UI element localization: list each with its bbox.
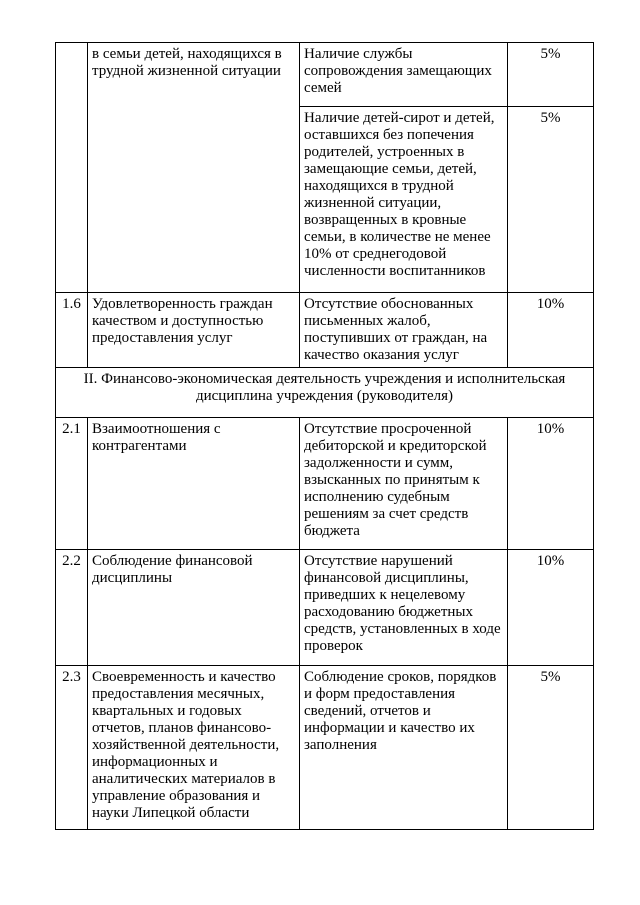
indicator-cell [88,418,300,550]
row-number: 1.6 [56,293,88,368]
percent-cell [508,43,594,107]
percent-cell [508,666,594,830]
criterion-text: Отсутствие обоснованных письменных жалоб, поступивших от граждан, на качество оказания услуг [304,296,488,363]
table-row [56,43,594,107]
section-title: II. Финансово-экономическая деятельность учреждения и исполнительская дисциплина учреждения (руководителя) [56,368,594,418]
criterion-cell [300,418,508,550]
criterion-text: Соблюдение сроков, порядков и форм предоставления сведений, отчетов и информации и качество их заполнения [304,669,497,753]
percent-cell [508,418,594,550]
indicator-text: Удовлетворенность граждан качеством и доступностью предоставления услуг [92,296,273,346]
indicator-cell [88,550,300,666]
criteria-table [55,42,594,830]
table-row [56,550,594,666]
percent-cell [508,550,594,666]
indicator-text: Своевременность и качество предоставления месячных, квартальных и годовых отчетов, планов финансово- хозяйственной деятельности, информационных и аналитических материалов в управление образования и науки Липецкой области [92,669,280,821]
percent-value: 5% [540,46,561,62]
criterion-cell [300,43,508,107]
table-row [56,418,594,550]
criterion-cell [300,550,508,666]
indicator-text: Взаимоотношения с контрагентами [92,421,221,454]
criterion-text: Наличие службы сопровождения замещающих семей [304,46,492,96]
percent-value: 10% [536,421,565,437]
percent-value: 10% [536,296,565,312]
criterion-cell [300,666,508,830]
row-number: 2.1 [56,418,88,550]
row-number [56,43,88,293]
percent-value: 5% [540,669,561,685]
table-row [56,666,594,830]
table-row [56,293,594,368]
indicator-text: в семьи детей, находящихся в трудной жизненной ситуации [92,46,282,79]
indicator-text: Соблюдение финансовой дисциплины [92,553,253,586]
indicator-cell [88,43,300,293]
percent-value: 10% [536,553,565,569]
percent-value: 5% [540,110,561,126]
indicator-cell [88,293,300,368]
percent-cell [508,107,594,293]
indicator-cell [88,666,300,830]
row-number: 2.3 [56,666,88,830]
criterion-text: Наличие детей-сирот и детей, оставшихся без попечения родителей, устроенных в замещающие семьи, детей, находящихся в трудной жизненной ситуации, возвращенных в кровные семьи, в количестве не менее 10% от среднегодовой численности воспитанников [304,110,495,279]
criterion-text: Отсутствие просроченной дебиторской и кредиторской задолженности и сумм, взысканных по принятым к исполнению судебным решениям за счет средств бюджета [304,421,487,539]
criterion-cell [300,107,508,293]
criterion-text: Отсутствие нарушений финансовой дисциплины, приведших к нецелевому расходованию бюджетных средств, установленных в ходе проверок [304,553,501,654]
row-number: 2.2 [56,550,88,666]
section-header-row [56,368,594,418]
percent-cell [508,293,594,368]
criterion-cell [300,293,508,368]
